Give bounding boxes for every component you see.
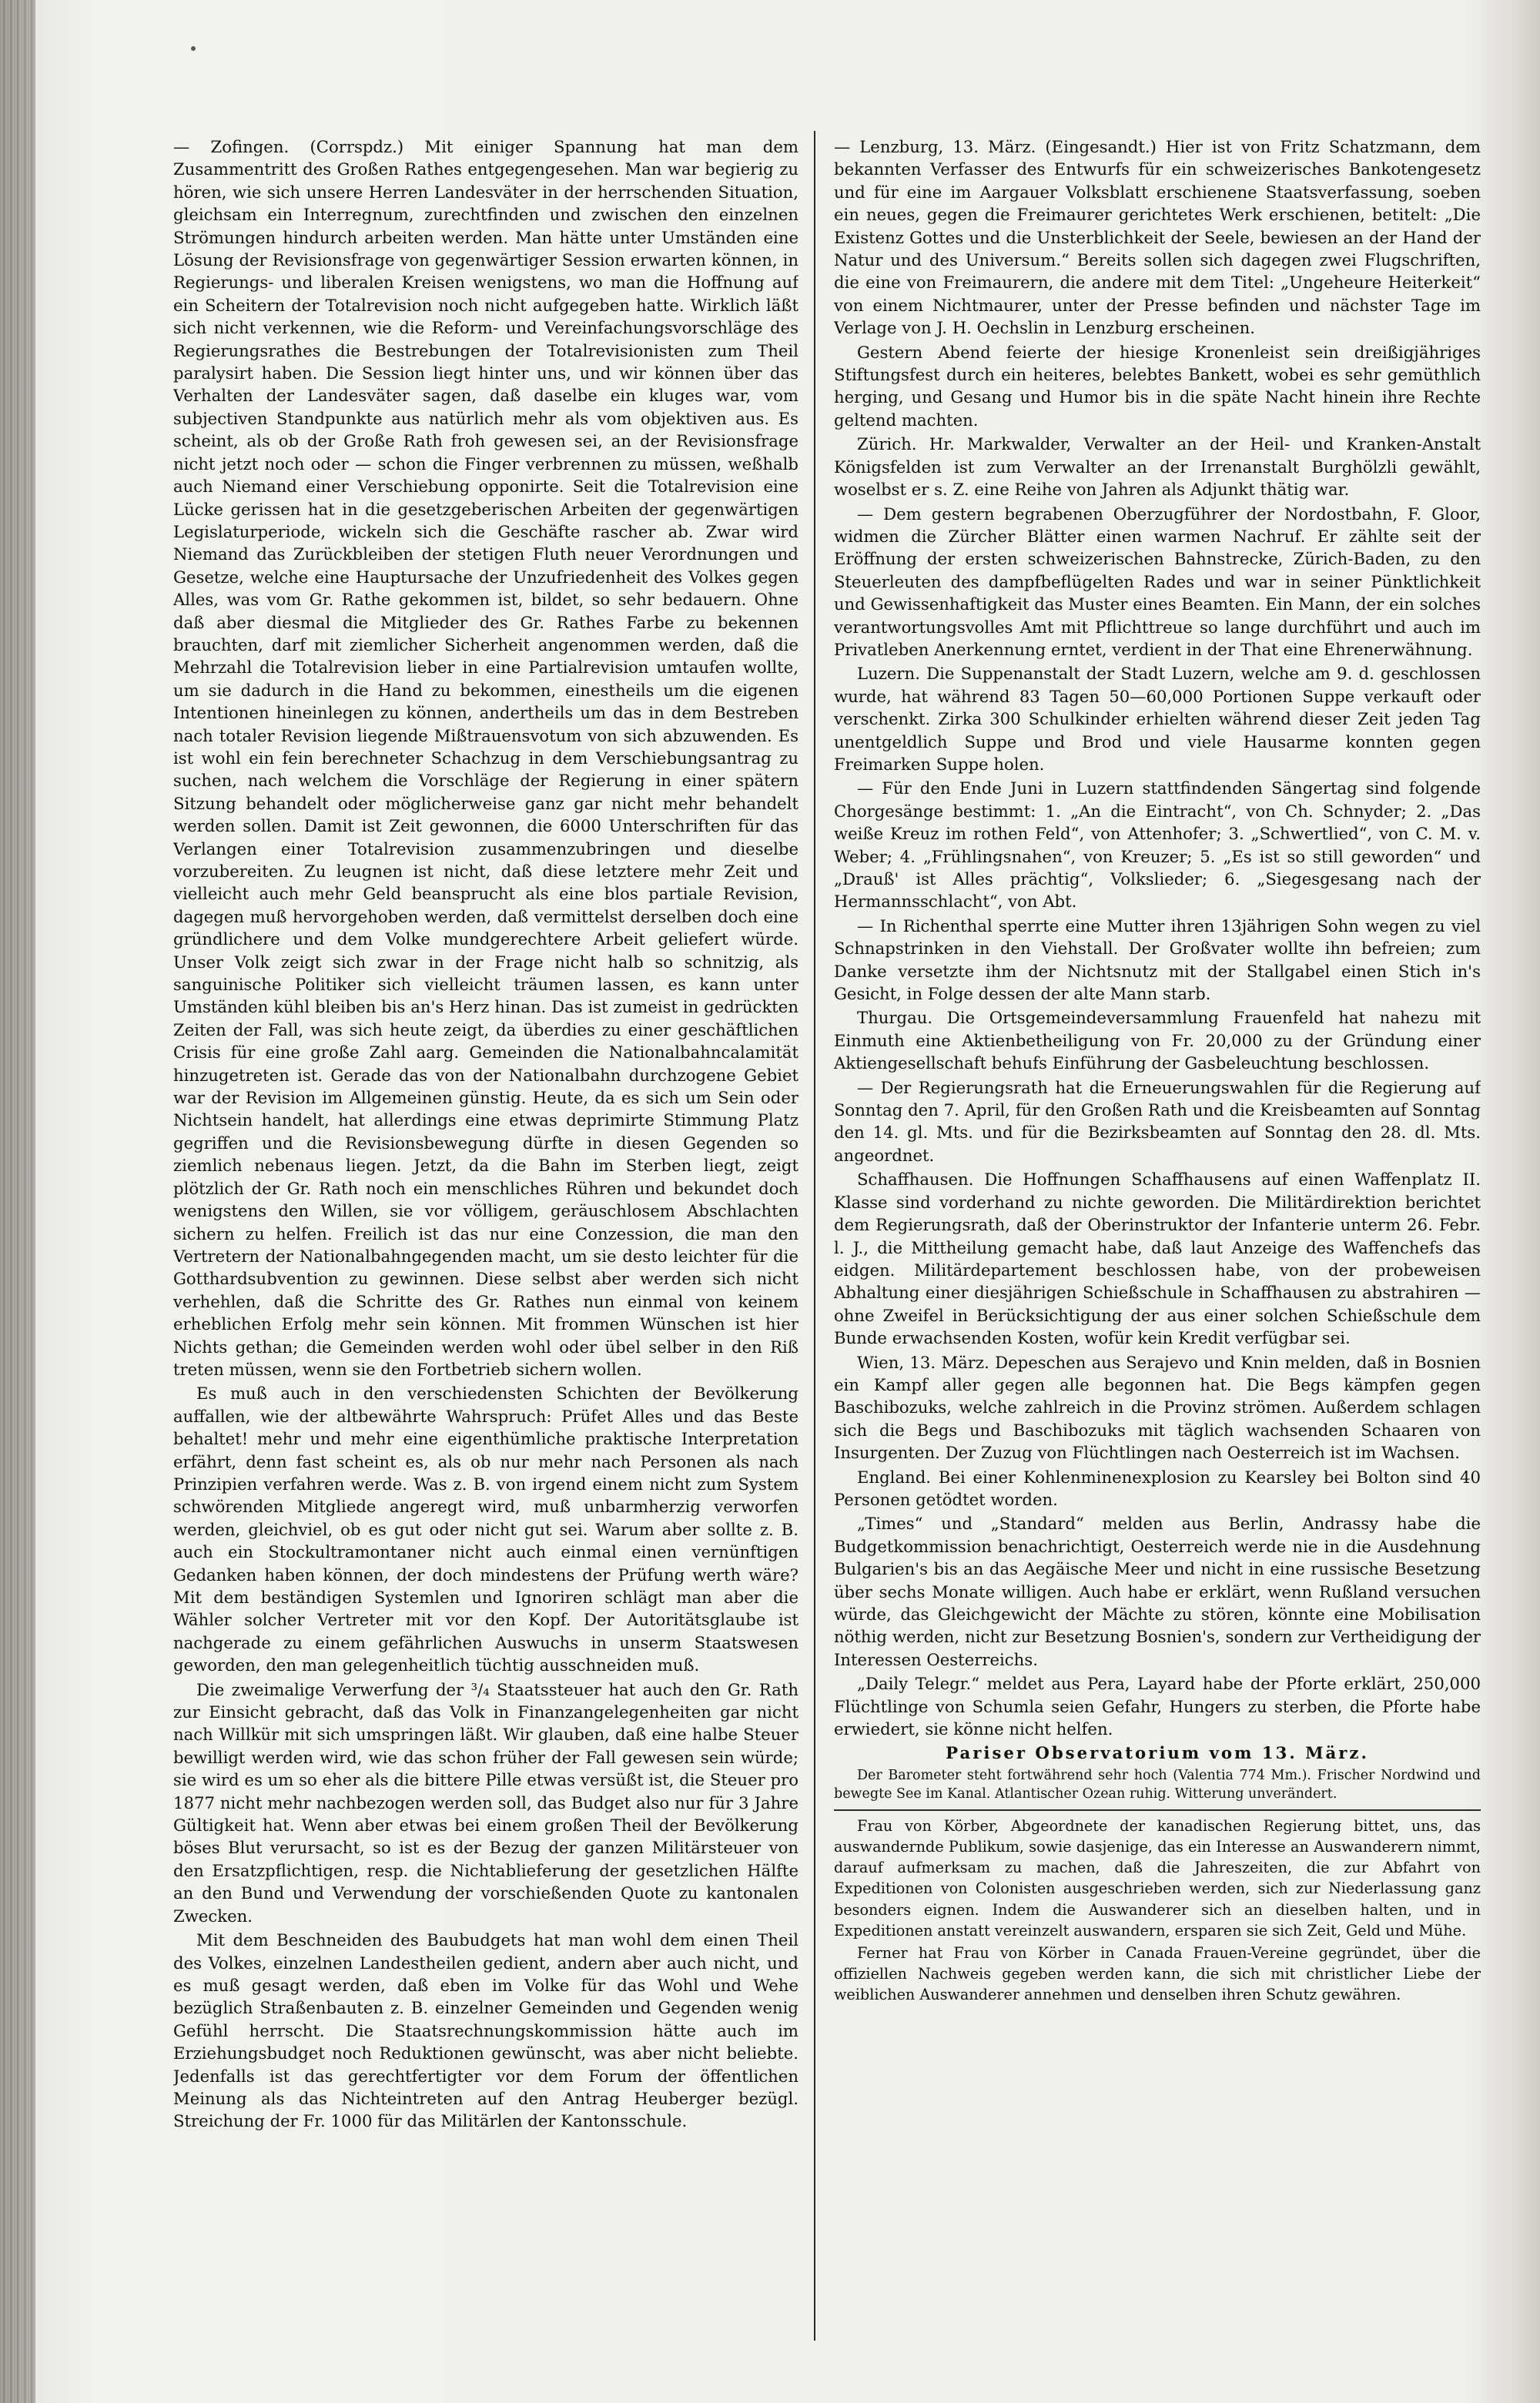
article-england-3: „Daily Telegr.“ meldet aus Pera, Layard habe der Pforte erklärt, 250,000 Flüchtlinge von Schumla seien Gefahr, Hungers zu sterben, die Pforte habe erwiedert, sie könne nicht helfen. [834,1674,1481,1739]
section-rule [834,1809,1481,1811]
article-zofingen-2: Es muß auch in den verschiedensten Schichten der Bevölkerung auffallen, wie der altbewährte Wahrspruch: Prüfet Alles und das Beste behaltet! mehr und mehr eine eigenthümliche praktische Interpretation erfährt, denn fast scheint es, als ob nur mehr nach Personen als nach Prinzipien verfahren werde. Was z. B. von irgend einem nicht zum System schwörenden Mitgliede angeregt wird, muß unbarmherzig verworfen werden, gleichviel, ob es gut oder nicht gut sei. Warum aber sollte z. B. auch ein Stockultramontaner nicht auch einmal einen vernünftigen Gedanken haben können, der doch mindestens der Prüfung werth wäre? Mit dem beständigen Systemlen und Ignoriren schlägt man aber die Wähler solcher Vertreter mit vor den Kopf. Der Autoritätsglaube ist nachgerade zu einem gefährlichen Auswuchs in unserm Staatswesen geworden, den man gelegenheitlich tüchtig ausschneiden muß. [173,1384,798,1675]
article-zofingen-1: — Zofingen. (Corrspdz.) Mit einiger Spannung hat man dem Zusammentritt des Großen Rathes entgegengesehen. Man war begierig zu hören, wie sich unsere Herren Landesväter in der herrschenden Situation, gleichsam ein Interregnum, zurechtfinden und zwischen den einzelnen Strömungen hindurch arbeiten werden. Man hätte unter Umständen eine Lösung der Revisionsfrage von gegenwärtiger Session erwarten können, in Regierungs- und liberalen Kreisen wenigstens, wo man die Hoffnung auf ein Scheitern der Totalrevision noch nicht aufgegeben hatte. Wirklich läßt sich nicht verkennen, wie die Reform- und Vereinfachungsvorschläge des Regierungsrathes die Bestrebungen der Totalrevisionisten zum Theil paralysirt haben. Die Session liegt hinter uns, und wir können über das Verhalten der Landesväter sagen, daß daselbe ein kluges war, vom subjectiven Standpunkte aus natürlich mehr als vom objektiven aus. Es scheint, als ob der Große Rath froh gewesen sei, an der Revisionsfrage nicht jetzt noch oder — schon die Finger verbrennen zu müssen, weßhalb auch Niemand einer Verschiebung opponirte. Seit die Totalrevision eine Lücke gerissen hat in die gesetzgeberischen Arbeiten der gegenwärtigen Legislaturperiode, wickeln sich die Geschäfte rascher ab. Zwar wird Niemand das Zurückbleiben der stetigen Fluth neuer Verordnungen und Gesetze, welche eine Hauptursache der Unzufriedenheit des Volkes gegen Alles, was vom Gr. Rathe gekommen ist, bildet, so sehr bedauern. Ohne daß aber diesmal die Mitglieder des Gr. Rathes Farbe zu bekennen brauchten, darf mit ziemlicher Sicherheit angenommen werden, daß die Mehrzahl die Totalrevision lieber in eine Partialrevision umtaufen wollte, um sie dadurch in die Hand zu bekommen, einestheils um die eigenen Intentionen hineinlegen zu können, andertheils um das in dem Bestreben nach totaler Revision liegende Mißtrauensvotum von sich abzuwenden. Es ist wohl ein fein berechneter Schachzug in dem Verschiebungsantrag zu suchen, nach welchem die Vorschläge der Regierung in einer spätern Sitzung behandelt oder möglicherweise ganz gar nicht mehr behandelt werden sollen. Damit ist Zeit gewonnen, die 6000 Unterschriften für das Verlangen einer Totalrevision zusammenzubringen und dieselbe vorzubereiten. Zu leugnen ist nicht, daß diese letztere mehr Zeit und vielleicht auch mehr Geld beansprucht als eine blos partiale Revision, dagegen muß hervorgehoben werden, daß vermittelst derselben doch eine gründlichere und dem Volke mundgerechtere Arbeit geliefert würde. Unser Volk zeigt sich zwar in der Frage nicht halb so schnitzig, als sanguinische Politiker sich vielleicht träumen lassen, es kann unter Umständen kühl bleiben bis an's Herz hinan. Das ist zumeist in gedrückten Zeiten der Fall, was sich heute zeigt, da überdies zu einer geschäftlichen Crisis für eine große Zahl aarg. Gemeinden die Nationalbahncalamität hinzugetreten ist. Gerade das von der Nationalbahn durchzogene Gebiet war der Revision im Allgemeinen günstig. Heute, da es sich um Sein oder Nichtsein handelt, hat allerdings eine etwas deprimirte Stimmung Platz gegriffen und die Revisionsbewegung dürfte in diesen Gegenden so ziemlich nebenaus liegen. Jetzt, da die Bahn im Sterben liegt, zeigt plötzlich der Gr. Rath noch ein menschliches Rühren und bekundet doch wenigstens den Willen, sie vor völligem, geräuschlosem Abschlachten sichern zu helfen. Freilich ist das nur eine Conzession, die man den Vertretern der Nationalbahngegenden macht, um sie desto leichter für die Gotthardsubvention zu gewinnen. Diese selbst aber werden sich nicht verhehlen, daß die Schritte des Gr. Rathes nun einmal von keinem erheblichen Erfolg mehr sein können. Mit frommen Wünschen ist hier Nichts gethan; die Gemeinden werden wohl oder übel selber in den Riß treten müssen, wenn sie den Fortbetrieb sichern wollen. [173,137,798,1379]
article-wien: Wien, 13. März. Depeschen aus Serajevo und Knin melden, daß in Bosnien ein Kampf aller gegen alle begonnen hat. Die Begs kämpfen gegen Baschibozuks, welche zahlreich in die Provinz strömen. Außerdem schlagen sich die Begs und Baschibozuks mit täglich wachsenden Schaaren von Insurgenten. Der Zuzug von Flüchtlingen nach Oesterreich ist im Wachsen. [834,1352,1481,1463]
article-luzern-3: — In Richenthal sperrte eine Mutter ihren 13jährigen Sohn wegen zu viel Schnapstrinken in den Viehstall. Der Großvater wollte ihn befreien; zum Danke versetzte ihm der Nichtsnutz mit der Stallgabel einen Stich in's Gesicht, in Folge dessen der alte Mann starb. [834,915,1481,1004]
article-zofingen-4: Mit dem Beschneiden des Baubudgets hat man wohl dem einen Theil des Volkes, einzelnen Landestheilen gedient, andern aber auch nicht, und es muß gesagt werden, daß eben im Volke für das Wohl und Wehe bezüglich Straßenbauten z. B. einzelner Gemeinden und Gegenden wenig Gefühl herrscht. Die Staatsrechnungskommission hätte auch im Erziehungsbudget noch Reduktionen gewünscht, was aber nicht beliebte. Jedenfalls ist das gerechtfertigter vor dem Forum der öffentlichen Meinung als das Nichteintreten auf den Antrag Heuberger bezügl. Streichung der Fr. 1000 für das Militärlen der Kantonsschule. [173,1930,798,2131]
article-england-2: „Times“ und „Standard“ melden aus Berlin, Andrassy habe die Budgetkommission benachrichtigt, Oesterreich werde nie in die Ausdehnung Bulgarien's bis an das Aegäische Meer und nicht in eine russische Besetzung über sechs Monate willigen. Auch habe er erklärt, wenn Rußland versuchen würde, das Gleichgewicht der Mächte zu stören, könnte eine Mobilisation nöthig werden, nicht zur Besetzung Bosnien's, sondern zur Vertheidigung der Interessen Oesterreichs. [834,1514,1481,1669]
binding-edge [0,0,35,2403]
article-schaffhausen: Schaffhausen. Die Hoffnungen Schaffhausens auf einen Waffenplatz II. Klasse sind vorderhand zu nichte geworden. Die Militärdirektion berichtet dem Regierungsrath, daß der Oberinstruktor der Infanterie unterm 26. Febr. l. J., die Mittheilung gemacht habe, daß laut Anzeige des Waffenchefs das eidgen. Militärdepartement beschlossen habe, von der probeweisen Abhaltung einer diesjährigen Schießschule in Schaffhausen zu abstrahiren — ohne Zweifel in Berücksichtigung der aus einer solchen Schießschule dem Bunde erwachsenden Kosten, wofür kein Kredit verfügbar sei. [834,1170,1481,1348]
article-lenzburg: — Lenzburg, 13. März. (Eingesandt.) Hier ist von Fritz Schatzmann, dem bekannten Verfasser des Entwurfs für ein schweizerisches Bankotengesetz und für eine im Aargauer Volksblatt erschienene Staatsverfassung, soeben ein neues, gegen die Freimaurer gerichtetes Werk erschienen, betitelt: „Die Existenz Gottes und die Unsterblichkeit der Seele, bewiesen an der Hand der Natur und des Universum.“ Bereits sollen sich dagegen zwei Flugschriften, die eine von Freimaurern, die andere mit dem Titel: „Ungeheure Heiterkeit“ von einem Nichtmaurer, unter der Presse befinden und nächster Tage im Verlage von J. H. Oechslin in Lenzburg erscheinen. [834,137,1481,338]
article-zofingen-3: Die zweimalige Verwerfung der ³/₄ Staatssteuer hat auch den Gr. Rath zur Einsicht gebracht, daß das Volk in Finanzangelegenheiten gar nicht nach Willkür mit sich umspringen läßt. Wir glauben, daß eine halbe Steuer bewilligt werden wird, wie das schon früher der Fall gewesen sein würde; sie wird es um so eher als die bittere Pille etwas versüßt ist, die Steuer pro 1877 nicht mehr nachbezogen werden soll, das Budget also nur für 3 Jahre Gültigkeit hat. Wenn aber etwas bei einem großen Theil der Bevölkerung böses Blut verursacht, so ist es der Bezug der ganzen Militärsteuer von den Ersatzpflichtigen, resp. die Nichtablieferung der gesetzlichen Hälfte an den Bund und Verwendung der vorschießenden Quote zu kantonalen Zwecken. [173,1679,798,1926]
page-dot-mark [191,46,196,51]
article-zuerich-2: — Dem gestern begrabenen Oberzugführer der Nordostbahn, F. Gloor, widmen die Zürcher Blätter einen warmen Nachruf. Er zählte seit der Eröffnung der ersten schweizerischen Bahnstrecke, Zürich-Baden, zu den Steuerleuten des dampfbeflügelten Rades und war in seiner Pünktlichkeit und Gewissenhaftigkeit das Muster eines Beamten. Ein Mann, der ein solches verantwortungsvolles Amt mit Pflichttreue so lange durchführt und auch im Privatleben Anerkennung erntet, verdient in der That eine Ehrenerwähnung. [834,504,1481,659]
observatory-text: Der Barometer steht fortwährend sehr hoch (Valentia 774 Mm.). Frischer Nordwind und bewegte See im Kanal. Atlantischer Ozean ruhig. Witterung unverändert. [834,1767,1481,1802]
right-column [834,136,1481,2361]
column-divider [814,131,815,2341]
observatory-title: Pariser Observatorium vom 13. März. [946,1743,1369,1763]
article-thurgau: Thurgau. Die Ortsgemeindeversammlung Frauenfeld hat nahezu mit Einmuth eine Aktienbetheiligung von Fr. 20,000 zu der Gründung einer Aktiengesellschaft behufs Einführung der Gasbeleuchtung beschlossen. [834,1008,1481,1073]
article-lenzburg-2: Gestern Abend feierte der hiesige Kronenleist sein dreißigjähriges Stiftungsfest durch ein heiteres, belebtes Bankett, wobei es sehr gemüthlich herging, und Gesang und Humor bis in die späte Nacht hinein ihre Rechte geltend machten. [834,342,1481,430]
article-england: England. Bei einer Kohlenminenexplosion zu Kearsley bei Bolton sind 40 Personen getödtet worden. [834,1467,1481,1509]
article-luzern-2: — Für den Ende Juni in Luzern stattfindenden Sängertag sind folgende Chorgesänge bestimmt: 1. „An die Eintracht“, von Ch. Schnyder; 2. „Das weiße Kreuz im rothen Feld“, von Attenhofer; 3. „Schwertlied“, von C. M. v. Weber; 4. „Frühlingsnahen“, von Kreuzer; 5. „Es ist so still geworden“ und „Drauß' ist Alles prächtig“, Volkslieder; 6. „Siegesgesang nach der Hermannsschlacht“, von Abt. [834,778,1481,912]
article-zuerich: Zürich. Hr. Markwalder, Verwalter an der Heil- und Kranken-Anstalt Königsfelden ist zum Verwalter an der Irrenanstalt Burghölzli gewählt, woselbst er s. Z. eine Reihe von Jahren als Adjunkt thätig war. [834,434,1481,500]
notice-koerber-1: Frau von Körber, Abgeordnete der kanadischen Regierung bittet, uns, das auswandernde Publikum, sowie dasjenige, das ein Interesse an Auswanderern nimmt, darauf aufmerksam zu machen, daß die Jahreszeiten, die zur Abfahrt von Expeditionen von Colonisten ausgeschrieben werden, sich zur Niederlassung ganz besonders eignen. Indem die Auswanderer sich an dieselben halten, und in Expeditionen anstatt vereinzelt auswandern, ersparen sie sich Zeit, Geld und Mühe. [834,1816,1481,1939]
article-thurgau-2: — Der Regierungsrath hat die Erneuerungswahlen für die Regierung auf Sonntag den 7. April, für den Großen Rath und die Kreisbeamten auf Sonntag den 14. gl. Mts. und für die Bezirksbeamten auf Sonntag den 28. dl. Mts. angeordnet. [834,1077,1481,1165]
notice-koerber-2: Ferner hat Frau von Körber in Canada Frauen-Vereine gegründet, über die offiziellen Nachweis gegeben werden kann, die sich mit christlicher Liebe der weiblichen Auswanderer annehmen und denselben ihren Schutz gewähren. [834,1944,1481,2004]
left-column [173,136,798,2361]
article-luzern: Luzern. Die Suppenanstalt der Stadt Luzern, welche am 9. d. geschlossen wurde, hat während 83 Tagen 50—60,000 Portionen Suppe verkauft oder verschenkt. Zirka 300 Schulkinder erhielten während dieser Zeit jeden Tag unentgeldlich Suppe und Brod und viele Hausarme konnten gegen Freimarken Suppe holen. [834,664,1481,774]
